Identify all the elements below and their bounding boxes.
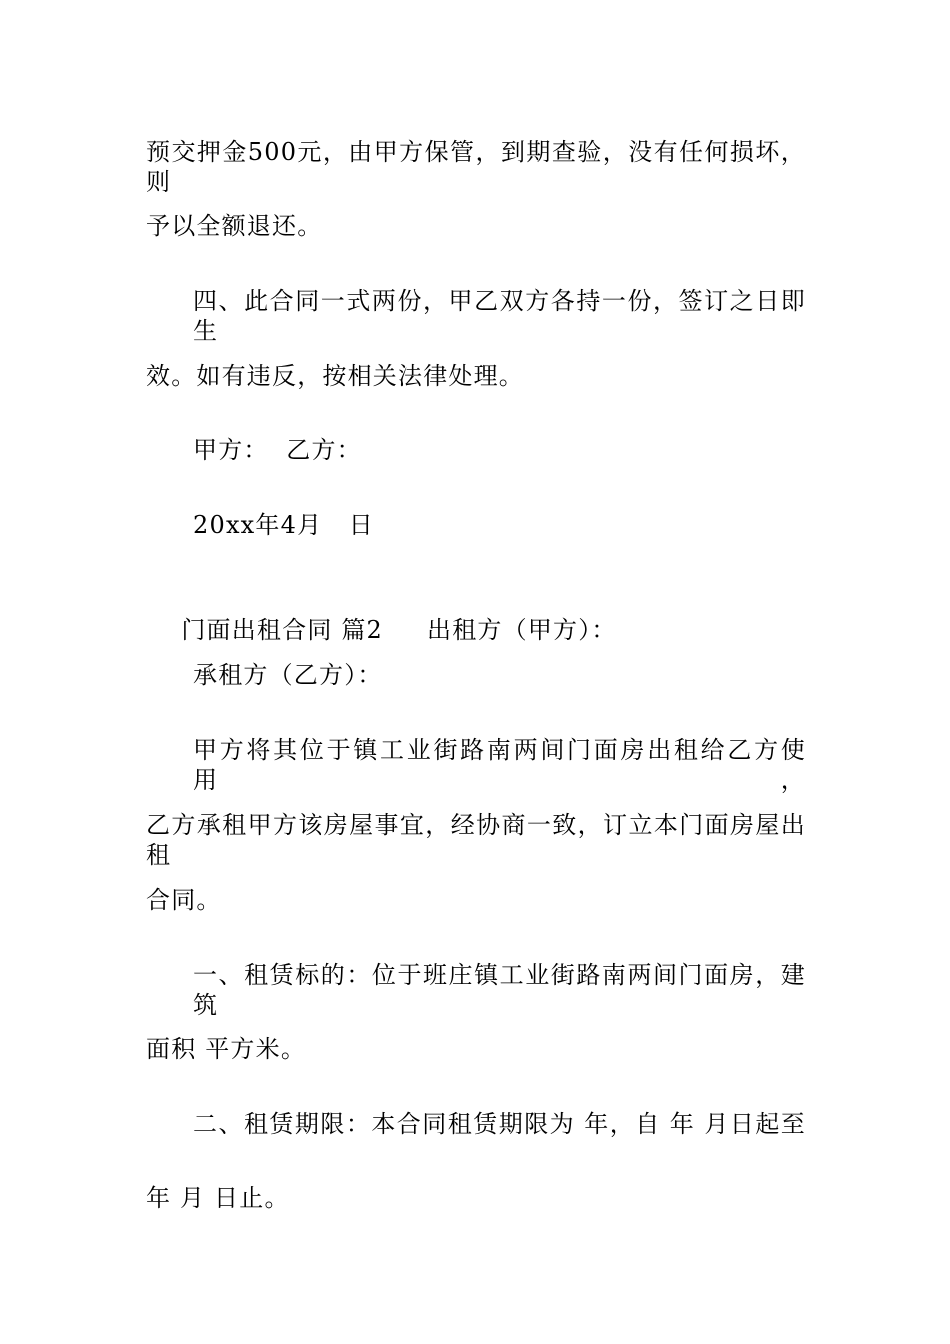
paragraph-line: 予以全额退还。 [146,212,323,240]
paragraph-line: 一、租赁标的：位于班庄镇工业街路南两间门面房，建筑 [193,961,806,1019]
paragraph-line: 年 月 日止。 [146,1184,290,1212]
paragraph-line: 二、租赁期限：本合同租赁期限为 年，自 年 月日起至 [193,1110,806,1138]
paragraph-line: 甲方将其位于镇工业街路南两间门面房出租给乙方使用， [193,736,806,794]
signature-parties: 甲方： 乙方： [193,436,362,464]
paragraph-line: 预交押金500元，由甲方保管，到期查验，没有任何损坏，则 [146,138,806,196]
lessor-label: 出租方（甲方）： [427,616,617,644]
signature-date: 20xx年4月 日 [193,511,374,539]
paragraph-line: 乙方承租甲方该房屋事宜，经协商一致，订立本门面房屋出租 [146,811,806,869]
paragraph-line: 合同。 [146,886,222,914]
paragraph-line: 效。如有违反，按相关法律处理。 [146,362,524,390]
paragraph-line: 四、此合同一式两份，甲乙双方各持一份，签订之日即生 [193,287,806,345]
paragraph-line: 面积 平方米。 [146,1035,307,1063]
section-title: 门面出租合同 篇2 [181,616,384,644]
lessee-label: 承租方（乙方）： [193,661,383,689]
